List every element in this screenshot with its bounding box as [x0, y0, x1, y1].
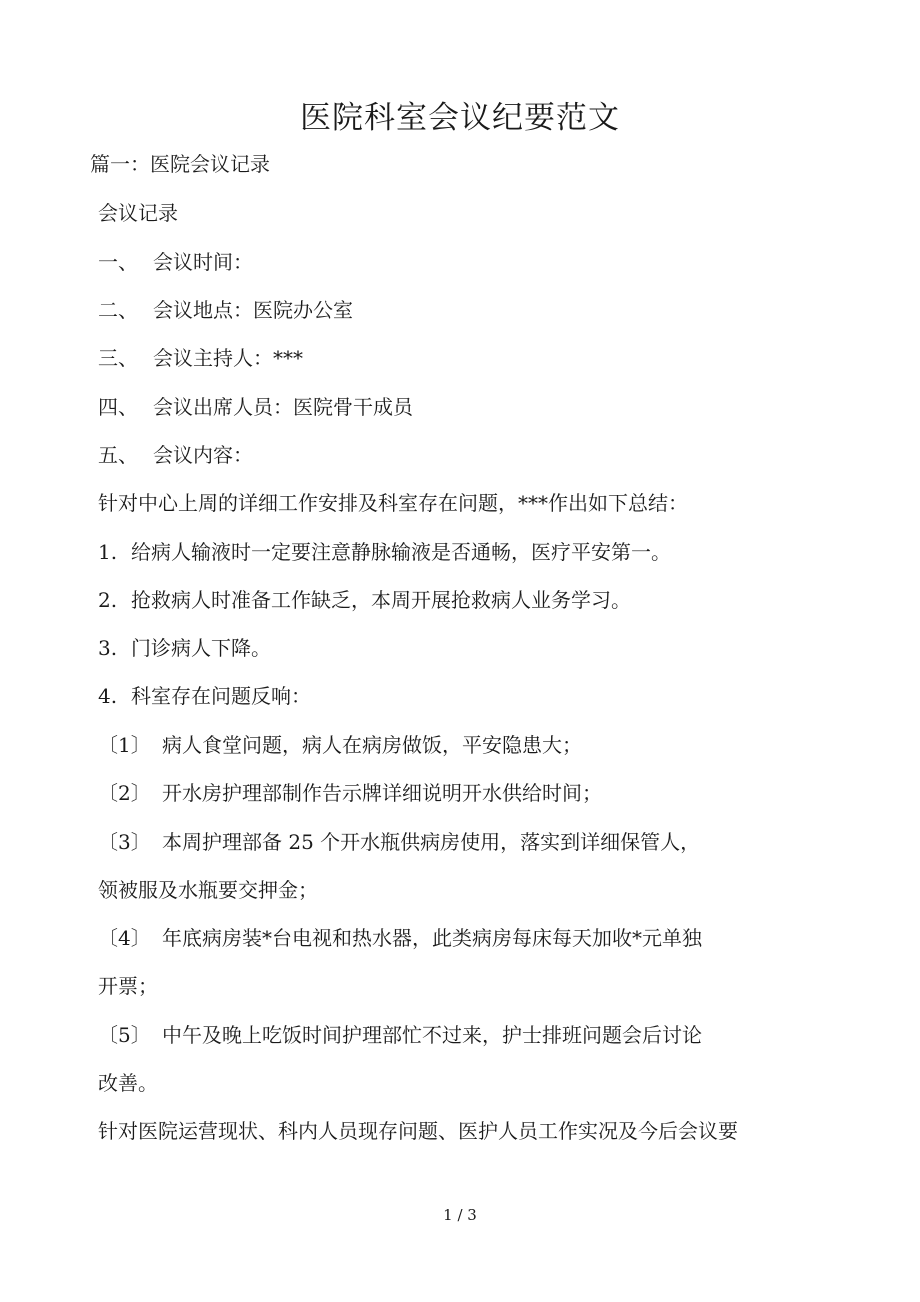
sub-point-text: 开水房护理部制作告示牌详细说明开水供给时间； [162, 781, 602, 805]
document-title: 医院科室会议纪要范文 [300, 100, 620, 136]
info-item-host [98, 344, 303, 372]
point-text: 门诊病人下降。 [131, 636, 271, 660]
point-number: 3. [98, 636, 118, 660]
info-item-number: 一、 [98, 250, 138, 274]
sub-point-continuation: 领被服及水瓶要交押金； [98, 878, 318, 902]
section-heading: 篇一：医院会议记录 [90, 152, 270, 176]
info-item-text: 会议出席人员：医院骨干成员 [153, 395, 413, 419]
info-item-attendees [98, 393, 413, 421]
sub-point-text: 年底病房装*台电视和热水器，此类病房每床每天加收*元单独 [162, 926, 702, 950]
sub-point-number: 〔3〕 [98, 830, 151, 854]
info-item-content [98, 441, 253, 469]
point-number: 4. [98, 684, 118, 708]
sub-point [98, 779, 602, 807]
sub-point-text: 中午及晚上吃饭时间护理部忙不过来，护士排班问题会后讨论 [162, 1023, 702, 1047]
point-number: 2. [98, 588, 118, 612]
summary-point [98, 682, 311, 710]
info-item-text: 会议内容： [153, 443, 253, 467]
sub-point-continuation: 开票； [98, 974, 158, 998]
sub-point-text: 病人食堂问题，病人在病房做饭，平安隐患大； [162, 733, 582, 757]
info-item-number: 四、 [98, 395, 138, 419]
sub-point [98, 731, 582, 759]
summary-point [98, 538, 671, 566]
sub-point [98, 1021, 702, 1049]
sub-point-number: 〔2〕 [98, 781, 151, 805]
sub-point [98, 924, 702, 952]
point-text: 给病人输液时一定要注意静脉输液是否通畅，医疗平安第一。 [131, 540, 671, 564]
info-item-number: 五、 [98, 443, 138, 467]
summary-point [98, 586, 631, 614]
info-item-number: 二、 [98, 298, 138, 322]
page-indicator: 1 / 3 [443, 1206, 477, 1224]
sub-point-number: 〔4〕 [98, 926, 151, 950]
summary-intro: 针对中心上周的详细工作安排及科室存在问题，***作出如下总结： [98, 491, 688, 515]
info-item-number: 三、 [98, 346, 138, 370]
point-text: 抢救病人时准备工作缺乏，本周开展抢救病人业务学习。 [131, 588, 631, 612]
sub-point-number: 〔5〕 [98, 1023, 151, 1047]
sub-point-text: 本周护理部备 25 个开水瓶供病房使用，落实到详细保管人， [162, 830, 701, 854]
sub-point-continuation: 改善。 [98, 1071, 158, 1095]
sub-point-number: 〔1〕 [98, 733, 151, 757]
point-text: 科室存在问题反响： [131, 684, 311, 708]
point-number: 1. [98, 540, 118, 564]
info-item-text: 会议主持人：*** [153, 346, 303, 370]
summary-point [98, 634, 271, 662]
info-item-location [98, 296, 353, 324]
sub-point [98, 828, 700, 856]
closing-paragraph: 针对医院运营现状、科内人员现存问题、医护人员工作实况及今后会议要 [98, 1119, 738, 1143]
subheading: 会议记录 [98, 201, 178, 225]
info-item-time [98, 248, 253, 276]
info-item-text: 会议时间： [153, 250, 253, 274]
info-item-text: 会议地点：医院办公室 [153, 298, 353, 322]
